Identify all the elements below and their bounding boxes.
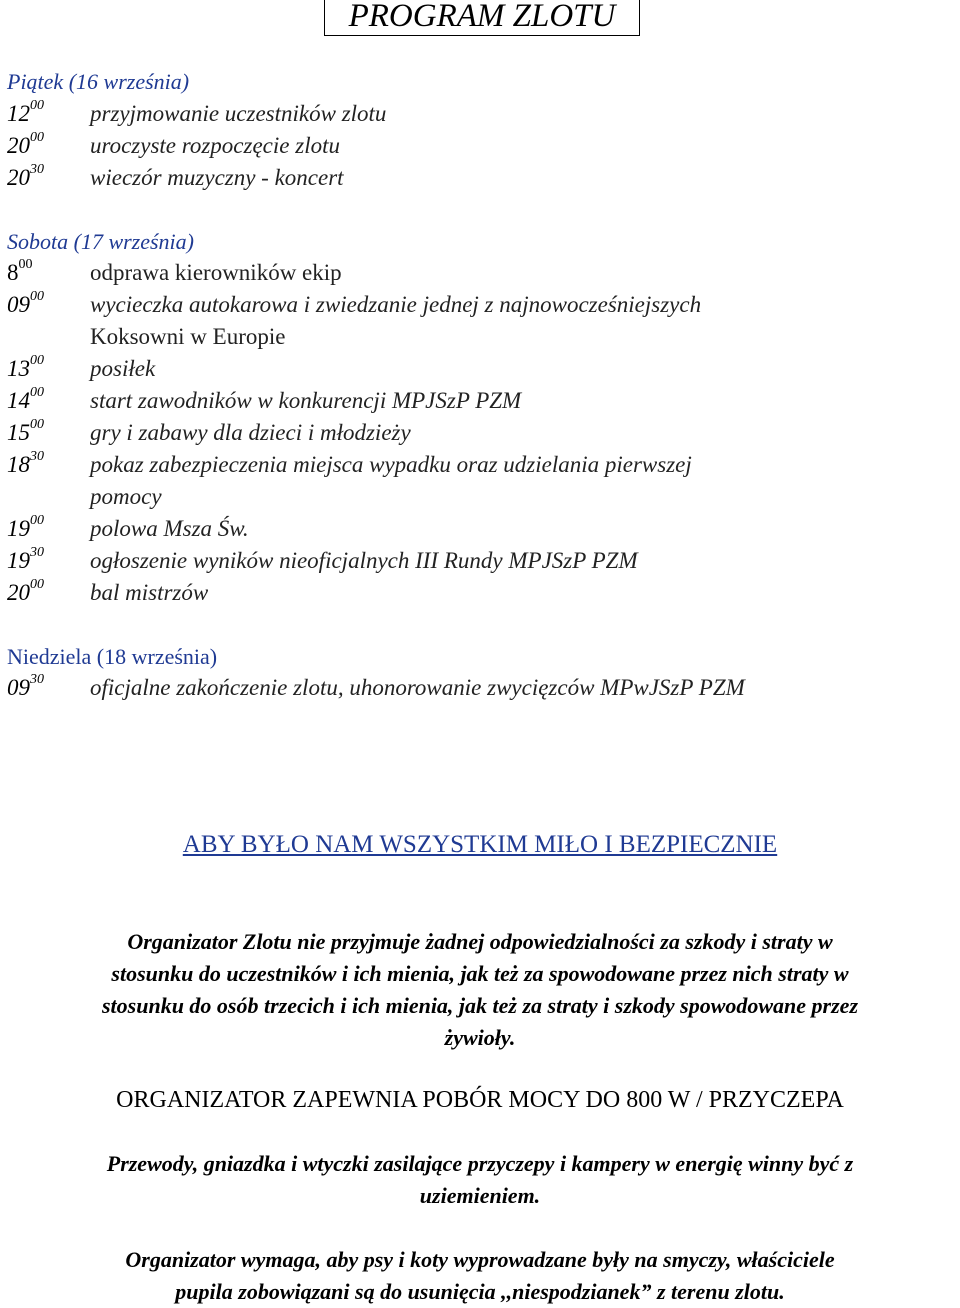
schedule-row	[7, 353, 947, 385]
schedule-time	[7, 513, 44, 545]
time-minutes: 00	[30, 289, 44, 305]
time-minutes: 00	[30, 353, 44, 369]
day-header-saturday: Sobota (17 września)	[7, 229, 194, 254]
schedule-description: wieczór muzyczny - koncert	[90, 165, 344, 190]
schedule-description: bal mistrzów	[90, 580, 209, 605]
paragraph-line: uziemieniem.	[419, 1183, 541, 1208]
schedule-time	[7, 672, 44, 704]
schedule-description: wycieczka autokarowa i zwiedzanie jednej z najnowocześniejszych	[90, 292, 702, 317]
schedule-time	[7, 545, 44, 577]
time-hour: 20	[7, 133, 30, 158]
paragraph-line: pupila zobowiązani są do usunięcia ,,niespodzianek” z terenu zlotu.	[175, 1279, 785, 1304]
schedule-row	[7, 417, 947, 449]
schedule-description: posiłek	[90, 356, 156, 381]
schedule-row	[7, 385, 947, 417]
page-title: PROGRAM ZLOTU	[324, 0, 640, 36]
schedule-description: odprawa kierowników ekip	[90, 260, 342, 285]
paragraph-line: żywioły.	[444, 1025, 516, 1050]
schedule-time	[7, 98, 44, 130]
schedule-description: gry i zabawy dla dzieci i młodzieży	[90, 420, 411, 445]
schedule-row	[7, 545, 947, 577]
time-hour: 19	[7, 548, 30, 573]
schedule-time	[7, 417, 44, 449]
time-minutes: 00	[18, 257, 33, 273]
time-minutes: 30	[30, 449, 44, 465]
schedule-description: ogłoszenie wyników nieoficjalnych III Rundy MPJSzP PZM	[90, 548, 638, 573]
paragraph-line: Organizator wymaga, aby psy i koty wyprowadzane były na smyczy, właściciele	[125, 1247, 835, 1272]
power-notice: ORGANIZATOR ZAPEWNIA POBÓR MOCY DO 800 W / PRZYCZEPA	[116, 1087, 844, 1113]
safety-slogan: ABY BYŁO NAM WSZYSTKIM MIŁO I BEZPIECZNIE	[182, 831, 778, 858]
paragraph-line: Przewody, gniazdka i wtyczki zasilające przyczepy i kampery w energię winny być z	[106, 1151, 854, 1176]
schedule-time	[7, 130, 44, 162]
schedule-time	[7, 353, 44, 385]
schedule-description: oficjalne zakończenie zlotu, uhonorowanie zwycięzców MPwJSzP PZM	[90, 675, 745, 700]
pets-paragraph	[0, 1244, 960, 1308]
schedule-time	[7, 385, 44, 417]
time-hour: 13	[7, 356, 30, 381]
schedule-row	[7, 672, 947, 704]
schedule-time	[7, 162, 44, 194]
schedule-description: uroczyste rozpoczęcie zlotu	[90, 133, 340, 158]
schedule-time	[7, 257, 33, 289]
time-hour: 20	[7, 580, 30, 605]
schedule-row	[7, 577, 947, 609]
schedule-row	[7, 130, 947, 162]
schedule-time	[7, 289, 44, 321]
time-hour: 09	[7, 292, 30, 317]
time-minutes: 00	[30, 513, 44, 529]
paragraph-line: Organizator Zlotu nie przyjmuje żadnej odpowiedzialności za szkody i straty w	[127, 929, 833, 954]
schedule-description: polowa Msza Św.	[90, 516, 249, 541]
schedule-time	[7, 449, 44, 481]
schedule-time	[7, 577, 44, 609]
schedule-row	[7, 162, 947, 194]
time-minutes: 00	[30, 98, 44, 114]
time-hour: 15	[7, 420, 30, 445]
paragraph-line: stosunku do uczestników i ich mienia, jak też za spowodowane przez nich straty w	[111, 961, 849, 986]
time-hour: 14	[7, 388, 30, 413]
schedule-row	[7, 98, 947, 130]
time-hour: 8	[7, 260, 19, 285]
cables-paragraph	[0, 1148, 960, 1212]
paragraph-line: stosunku do osób trzecich i ich mienia, jak też za straty i szkody spowodowane przez	[101, 993, 859, 1018]
time-minutes: 00	[30, 577, 44, 593]
day-header-sunday: Niedziela (18 września)	[7, 644, 218, 669]
schedule-description-continued: Koksowni w Europie	[90, 324, 286, 349]
schedule-description: przyjmowanie uczestników zlotu	[90, 101, 387, 126]
schedule-row	[7, 513, 947, 545]
time-minutes: 30	[30, 162, 44, 178]
time-hour: 09	[7, 675, 30, 700]
schedule-row	[7, 257, 947, 289]
schedule-description: pokaz zabezpieczenia miejsca wypadku oraz udzielania pierwszej	[90, 452, 692, 477]
schedule-description: start zawodników w konkurencji MPJSzP PZM	[90, 388, 522, 413]
liability-paragraph	[0, 926, 960, 1054]
day-header-friday: Piątek (16 września)	[7, 69, 190, 94]
time-hour: 18	[7, 452, 30, 477]
time-minutes: 00	[30, 130, 44, 146]
time-hour: 12	[7, 101, 30, 126]
time-minutes: 30	[30, 672, 44, 688]
time-hour: 20	[7, 165, 30, 190]
time-minutes: 00	[30, 385, 44, 401]
time-minutes: 30	[30, 545, 44, 561]
schedule-row	[7, 449, 947, 481]
time-hour: 19	[7, 516, 30, 541]
schedule-description-continued: pomocy	[90, 484, 162, 509]
time-minutes: 00	[30, 417, 44, 433]
schedule-row	[7, 289, 947, 321]
